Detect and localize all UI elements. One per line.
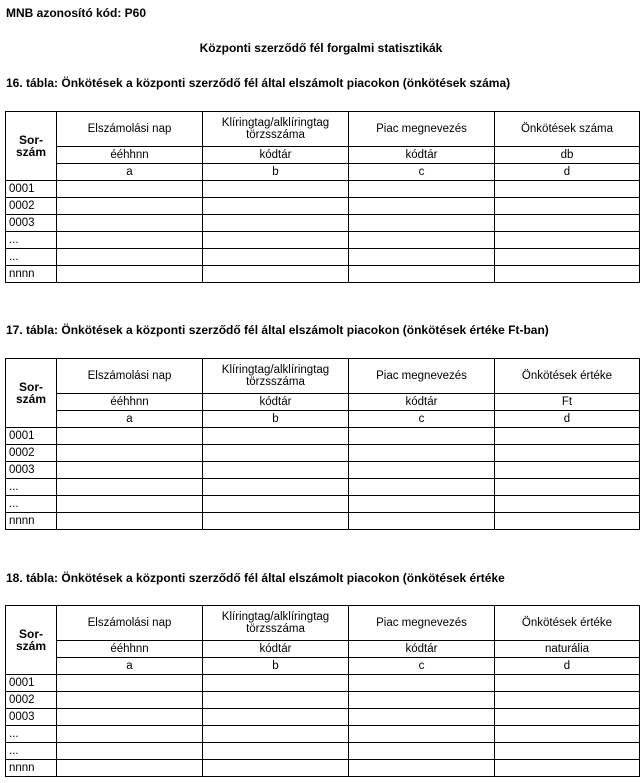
table-cell[interactable] [349,726,495,743]
row-number: 0002 [6,198,57,215]
column-unit: kódtár [203,147,349,164]
table-row [6,496,640,513]
table-cell[interactable] [57,760,203,777]
table-cell[interactable] [495,479,640,496]
row-number: 0003 [6,462,57,479]
column-code: b [203,658,349,675]
table-cell[interactable] [349,249,495,266]
table-cell[interactable] [57,181,203,198]
column-code: a [57,658,203,675]
table-row [6,266,640,283]
table-cell[interactable] [203,726,349,743]
table-16 [5,111,640,283]
table-row [6,232,640,249]
row-number: nnnn [6,760,57,777]
column-unit: Ft [495,394,640,411]
table-16-title: 16. tábla: Önkötések a központi szerződő fél által elszámolt piacokon (önkötések száma) [6,76,511,90]
table-cell[interactable] [203,760,349,777]
table-row [6,479,640,496]
table-cell[interactable] [495,709,640,726]
table-cell[interactable] [57,513,203,530]
row-number: 0001 [6,675,57,692]
column-code: d [495,658,640,675]
table-cell[interactable] [203,496,349,513]
row-number-header: Sor- szám [6,606,57,675]
table-18-title: 18. tábla: Önkötések a központi szerződő fél által elszámolt piacokon (önkötések értéke [6,571,505,585]
table-cell[interactable] [203,692,349,709]
table-cell[interactable] [349,181,495,198]
column-header: Klíringtag/alklíringtag törzsszáma [203,112,349,147]
table-cell[interactable] [495,692,640,709]
table-row [6,675,640,692]
column-unit: kódtár [349,641,495,658]
table-row [6,462,640,479]
row-number-header: Sor- szám [6,359,57,428]
column-header: Elszámolási nap [57,606,203,641]
table-cell[interactable] [203,479,349,496]
column-header: Elszámolási nap [57,359,203,394]
row-number: ... [6,232,57,249]
table-cell[interactable] [57,726,203,743]
table-cell[interactable] [203,232,349,249]
column-header: Piac megnevezés [349,606,495,641]
row-number: nnnn [6,513,57,530]
code-row [6,658,640,675]
column-code: d [495,164,640,181]
column-header: Önkötések száma [495,112,640,147]
table-cell[interactable] [349,198,495,215]
column-unit: naturália [495,641,640,658]
table-cell[interactable] [203,445,349,462]
table-row [6,181,640,198]
table-row [6,198,640,215]
column-header: Önkötések értéke [495,606,640,641]
table-row [6,513,640,530]
table-cell[interactable] [495,198,640,215]
table-cell[interactable] [57,266,203,283]
table-cell[interactable] [495,513,640,530]
table-cell[interactable] [57,692,203,709]
table-cell[interactable] [349,513,495,530]
table-row [6,760,640,777]
column-unit: ééhhnn [57,641,203,658]
column-header: Klíringtag/alklíringtag törzsszáma [203,359,349,394]
row-number: nnnn [6,266,57,283]
table-row [6,249,640,266]
table-cell[interactable] [495,249,640,266]
header-row [6,359,640,394]
row-number: ... [6,496,57,513]
row-number: 0002 [6,445,57,462]
table-cell[interactable] [57,198,203,215]
table-cell[interactable] [495,215,640,232]
row-number-header: Sor- szám [6,112,57,181]
column-code: c [349,411,495,428]
table-cell[interactable] [57,675,203,692]
table-cell[interactable] [349,428,495,445]
table-cell[interactable] [203,249,349,266]
column-unit: kódtár [349,394,495,411]
table-cell[interactable] [349,215,495,232]
row-number: ... [6,479,57,496]
table-cell[interactable] [495,232,640,249]
table-cell[interactable] [203,428,349,445]
table-cell[interactable] [349,743,495,760]
unit-row [6,147,640,164]
table-cell[interactable] [349,496,495,513]
column-unit: kódtár [203,394,349,411]
column-unit: ééhhnn [57,394,203,411]
column-header: Klíringtag/alklíringtag törzsszáma [203,606,349,641]
table-cell[interactable] [495,445,640,462]
column-unit: ééhhnn [57,147,203,164]
column-header: Elszámolási nap [57,112,203,147]
row-number: 0002 [6,692,57,709]
column-unit: kódtár [203,641,349,658]
table-cell[interactable] [203,675,349,692]
column-code: d [495,411,640,428]
table-17 [5,358,640,530]
column-code: a [57,411,203,428]
table-cell[interactable] [203,743,349,760]
row-number: 0001 [6,181,57,198]
code-row [6,411,640,428]
row-number: 0003 [6,215,57,232]
row-number: ... [6,249,57,266]
table-cell[interactable] [349,692,495,709]
table-cell[interactable] [495,760,640,777]
column-header: Piac megnevezés [349,112,495,147]
unit-row [6,394,640,411]
table-row [6,445,640,462]
table-cell[interactable] [57,249,203,266]
table-cell[interactable] [57,445,203,462]
table-cell[interactable] [349,709,495,726]
table-cell[interactable] [203,513,349,530]
table-cell[interactable] [57,215,203,232]
column-unit: db [495,147,640,164]
table-cell[interactable] [495,743,640,760]
table-cell[interactable] [349,675,495,692]
table-cell[interactable] [349,445,495,462]
table-cell[interactable] [203,709,349,726]
table-cell[interactable] [57,479,203,496]
table-cell[interactable] [495,496,640,513]
column-header: Önkötések értéke [495,359,640,394]
table-cell[interactable] [495,181,640,198]
table-cell[interactable] [495,462,640,479]
table-cell[interactable] [57,496,203,513]
table-cell[interactable] [57,462,203,479]
table-cell[interactable] [57,709,203,726]
row-number: 0001 [6,428,57,445]
table-cell[interactable] [349,479,495,496]
table-row [6,215,640,232]
form-code: MNB azonosító kód: P60 [6,6,147,20]
document-title: Központi szerződő fél forgalmi statisztikák [199,41,443,55]
header-row [6,112,640,147]
table-17-title: 17. tábla: Önkötések a központi szerződő fél által elszámolt piacokon (önkötések értéke Ft-ban) [6,323,549,337]
table-cell[interactable] [203,198,349,215]
table-cell[interactable] [495,266,640,283]
table-cell[interactable] [203,462,349,479]
table-cell[interactable] [495,726,640,743]
row-number: 0003 [6,709,57,726]
table-cell[interactable] [57,743,203,760]
table-cell[interactable] [203,266,349,283]
table-cell[interactable] [349,760,495,777]
unit-row [6,641,640,658]
code-row [6,164,640,181]
table-row [6,428,640,445]
header-row [6,606,640,641]
table-18 [5,605,640,777]
table-cell[interactable] [495,428,640,445]
table-cell[interactable] [349,232,495,249]
table-cell[interactable] [57,428,203,445]
column-code: c [349,164,495,181]
column-code: a [57,164,203,181]
table-cell[interactable] [349,462,495,479]
table-cell[interactable] [495,675,640,692]
column-code: b [203,164,349,181]
table-row [6,709,640,726]
table-row [6,692,640,709]
row-number: ... [6,743,57,760]
row-number: ... [6,726,57,743]
table-row [6,743,640,760]
column-code: b [203,411,349,428]
column-code: c [349,658,495,675]
column-header: Piac megnevezés [349,359,495,394]
table-cell[interactable] [349,266,495,283]
table-cell[interactable] [203,181,349,198]
table-cell[interactable] [203,215,349,232]
column-unit: kódtár [349,147,495,164]
table-row [6,726,640,743]
table-cell[interactable] [57,232,203,249]
